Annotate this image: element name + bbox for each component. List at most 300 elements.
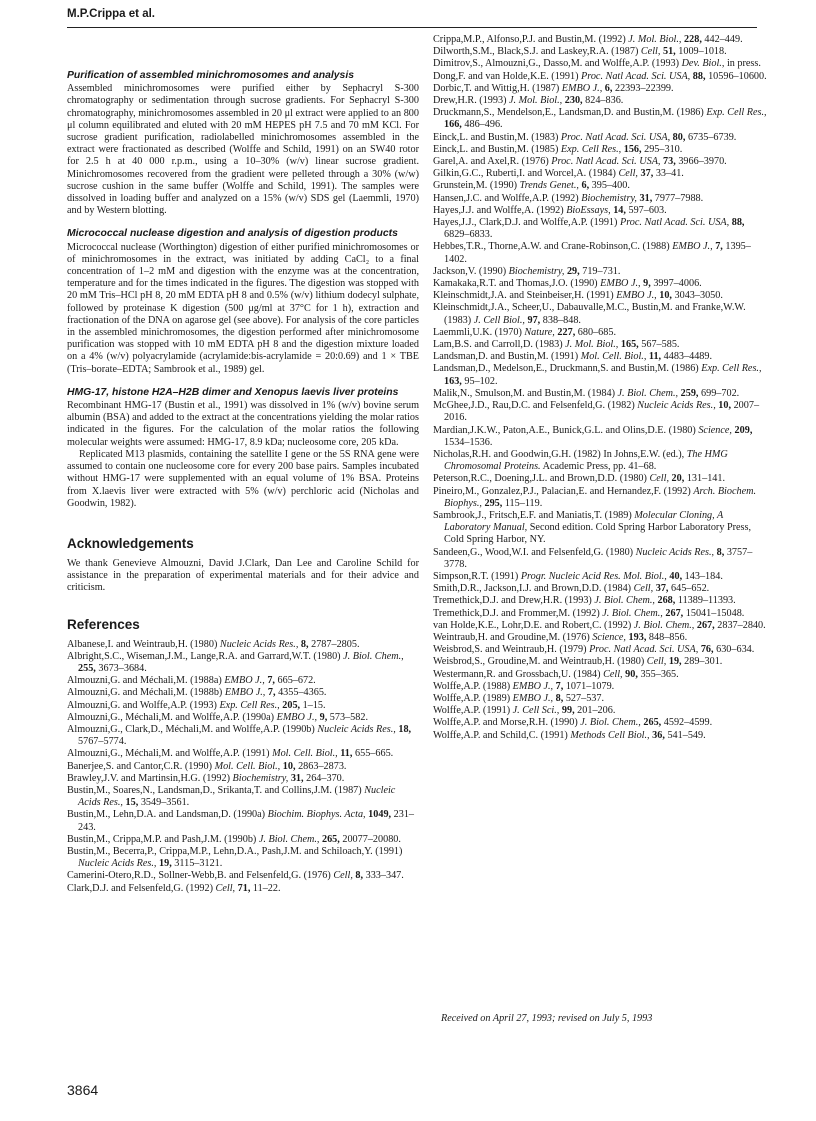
methods-section-1 xyxy=(67,70,419,217)
reference-journal: Nucleic Acids Res., xyxy=(219,638,299,650)
reference-volume: 18, xyxy=(398,723,412,735)
reference-authors: Kamakaka,R.T. and Thomas,J.O. (1990) xyxy=(433,278,598,290)
reference-entry xyxy=(433,730,767,742)
reference-entry xyxy=(433,241,767,265)
reference-authors: Wolffe,A.P. (1989) xyxy=(433,692,511,704)
reference-authors: Landsman,D. and Bustin,M. (1991) xyxy=(433,351,579,363)
reference-volume: 7, xyxy=(715,241,723,253)
reference-entry xyxy=(433,595,767,607)
reference-pages: 2837–2840. xyxy=(717,619,766,631)
reference-authors: Hayes,J.J., Clark,D.J. and Wolffe,A.P. (1991) xyxy=(433,217,618,229)
reference-entry xyxy=(67,724,419,748)
methods-paragraph: Assembled minichromosomes were purified either by Sephacryl S-300 chromatography or sedimentation through sucrose gradients. For Sephacryl S-300 chromatography, minichromosomes assembled in 20 μl extract were applied to an 800 μl column equilibrated and eluted with 20 mM HEPES pH 7.5 and 70 mM KCl. For sucrose gradient purification, radiolabelled minichromosomes assembled in the extract were fractionated as described (Wolffe and Schild, 1991) on an SW40 rotor for 2.5 h at 40 000 r.p.m., using a 10–30% (w/v) linear sucrose gradient. Minichromosomes recovered from the gradient were pelleted through a 30% (w/w) sucrose cushion in the same buffer (Wolffe and Schild, 1991). The samples were dissolved in loading buffer and analyzed on a 15% (w/v) SDS gel (Laemmli, 1970) and by Western blotting. xyxy=(67,83,419,217)
reference-entry xyxy=(433,290,767,302)
reference-journal: EMBO J., xyxy=(224,687,266,699)
reference-pages: 4483–4489. xyxy=(663,351,713,363)
reference-volume: 31, xyxy=(639,192,653,204)
reference-volume: 227, xyxy=(557,326,576,338)
reference-entry xyxy=(433,58,767,70)
reference-pages: 22393–22399. xyxy=(614,82,674,94)
header-rule xyxy=(67,27,757,28)
reference-entry xyxy=(433,71,767,83)
reference-authors: Bustin,M., Lehn,D.A. and Landsman,D. (1990a) xyxy=(67,809,266,821)
reference-authors: Jackson,V. (1990) xyxy=(433,265,507,277)
reference-entry xyxy=(433,339,767,351)
reference-volume: 1049, xyxy=(368,809,392,821)
reference-entry xyxy=(67,785,419,809)
reference-pages: 6829–6833. xyxy=(444,229,493,241)
reference-pages: 5767–5774. xyxy=(78,736,127,748)
reference-authors: Wolffe,A.P. (1988) xyxy=(433,680,511,692)
reference-pages: 11389–11393. xyxy=(677,595,736,607)
reference-volume: 10, xyxy=(718,400,732,412)
reference-entry xyxy=(433,644,767,656)
reference-journal: Cell, xyxy=(215,882,236,894)
reference-entry xyxy=(433,608,767,620)
acknowledgements-text: We thank Genevieve Almouzni, David J.Clark, Dan Lee and Caroline Schild for assistance in the preparation of experimental materials and for their advice and criticism. xyxy=(67,557,419,594)
reference-journal: Exp. Cell Res., xyxy=(560,143,622,155)
reference-entry xyxy=(433,168,767,180)
reference-entry xyxy=(433,34,767,46)
reference-journal: Cell, xyxy=(646,656,667,668)
reference-authors: Albright,S.C., Wiseman,J.M., Lange,R.A. and Garrard,W.T. (1980) xyxy=(67,650,341,662)
reference-authors: Simpson,R.T. (1991) xyxy=(433,570,519,582)
reference-volume: 88, xyxy=(692,70,706,82)
reference-journal: Biochemistry, xyxy=(581,192,637,204)
reference-authors: Almouzni,G., Clark,D., Méchali,M. and Wolffe,A.P. (1990b) xyxy=(67,723,315,735)
reference-pages: 4592–4599. xyxy=(663,717,713,729)
reference-authors: Bustin,M., Soares,N., Landsman,D., Srikanta,T. and Collins,J.M. (1987) xyxy=(67,784,362,796)
reference-authors: Dilworth,S.M., Black,S.J. and Laskey,R.A. (1987) xyxy=(433,46,639,58)
reference-journal: Progr. Nucleic Acid Res. Mol. Biol., xyxy=(520,570,667,582)
reference-pages: 11–22. xyxy=(252,882,281,894)
reference-journal: Science, xyxy=(592,631,626,643)
reference-pages: 597–603. xyxy=(628,204,667,216)
reference-entry xyxy=(433,449,767,473)
reference-entry xyxy=(67,761,419,773)
reference-journal: EMBO J., xyxy=(616,290,657,302)
reference-journal: J. Biol. Chem., xyxy=(633,619,695,631)
reference-pages: 1009–1018. xyxy=(678,46,727,58)
reference-authors: Westermann,R. and Grossbach,U. (1984) xyxy=(433,668,601,680)
reference-entry xyxy=(67,687,419,699)
reference-entry xyxy=(433,180,767,192)
reference-authors: Weisbrod,S. and Weintraub,H. (1979) xyxy=(433,644,587,656)
page-number: 3864 xyxy=(67,1082,99,1098)
reference-volume: 19, xyxy=(668,656,682,668)
reference-authors: Smith,D.R., Jackson,I.J. and Brown,D.D. (1984) xyxy=(433,583,632,595)
reference-entry xyxy=(433,193,767,205)
reference-authors: Kleinschmidt,J.A., Scheer,U., Dabauvalle,M.C., Bustin,M. and Franke,W.W. (1983) xyxy=(433,302,746,326)
reference-pages: 1395–1402. xyxy=(444,241,751,265)
reference-pages: 7977–7988. xyxy=(654,192,704,204)
reference-volume: 40, xyxy=(669,570,683,582)
reference-authors: Lam,B.S. and Carroll,D. (1983) xyxy=(433,339,563,351)
reference-entry xyxy=(433,327,767,339)
reference-volume: 51, xyxy=(662,46,676,58)
reference-authors: Almouzni,G., Méchali,M. and Wolffe,A.P. (1991) xyxy=(67,748,270,760)
reference-entry xyxy=(67,846,419,870)
reference-authors: Crippa,M.P., Alfonso,P.J. and Bustin,M. (1992) xyxy=(433,34,626,45)
reference-journal: EMBO J., xyxy=(276,711,318,723)
reference-pages: 231–243. xyxy=(78,809,414,833)
reference-authors: Hansen,J.C. and Wolffe,A.P. (1992) xyxy=(433,192,579,204)
reference-entry xyxy=(433,95,767,107)
reference-volume: 209, xyxy=(734,424,753,436)
reference-journal: Cell, xyxy=(649,473,669,485)
reference-authors: Wolffe,A.P. and Schild,C. (1991) xyxy=(433,729,568,741)
reference-volume: 9, xyxy=(643,278,651,290)
reference-volume: 295, xyxy=(484,497,503,509)
methods-paragraph: Recombinant HMG-17 (Bustin et al., 1991) was dissolved in 1% (w/v) bovine serum albumin (BSA) and added to the extract at the concentrations yielding the molar ratios indicated in the figures. For the calculation of the molar ratios the following molecular weights were assumed: HMG-17, 8.9 kDa; nucleosome core, 205 kDa. xyxy=(67,400,419,448)
reference-journal: Biochim. Biophys. Acta, xyxy=(267,809,366,821)
reference-journal: J. Mol. Biol., xyxy=(565,339,619,351)
methods-section-2 xyxy=(67,228,419,375)
reference-entry xyxy=(67,675,419,687)
reference-entry xyxy=(433,156,767,168)
reference-pages: 442–449. xyxy=(704,34,743,45)
reference-authors: Camerini-Otero,R.D., Sollner-Webb,B. and Felsenfeld,G. (1976) xyxy=(67,870,331,882)
reference-pages: 567–585. xyxy=(641,339,680,351)
reference-volume: 8, xyxy=(300,638,309,650)
reference-entry xyxy=(433,278,767,290)
reference-authors: Peterson,R.C., Doening,J.L. and Brown,D.D. (1980) xyxy=(433,473,647,485)
reference-entry xyxy=(67,748,419,760)
reference-pages: 131–141. xyxy=(686,473,726,485)
reference-volume: 6, xyxy=(604,82,613,94)
reference-journal: Mol. Cell. Biol., xyxy=(272,748,338,760)
reference-entry xyxy=(433,400,767,424)
reference-entry xyxy=(67,773,419,785)
reference-pages: 1071–1079. xyxy=(565,680,615,692)
reference-entry xyxy=(433,620,767,632)
reference-entry xyxy=(433,681,767,693)
reference-volume: 80, xyxy=(672,131,686,143)
reference-volume: 10, xyxy=(282,760,296,772)
reference-entry xyxy=(67,700,419,712)
reference-volume: 7, xyxy=(267,687,276,699)
reference-volume: 73, xyxy=(663,156,676,168)
reference-journal: Science, xyxy=(698,424,732,436)
reference-authors: Nicholas,R.H. and Goodwin,G.H. (1982) In Johns,E.W. (ed.), xyxy=(433,448,685,460)
reference-pages: 3115–3121. xyxy=(174,858,223,870)
reference-journal: EMBO J., xyxy=(512,692,554,704)
reference-journal: Cell, xyxy=(640,46,661,58)
reference-pages: 355–365. xyxy=(640,668,679,680)
reference-pages: 655–665. xyxy=(355,748,394,760)
reference-authors: Brawley,J.V. and Martinsin,H.G. (1992) xyxy=(67,772,230,784)
reference-journal: EMBO J., xyxy=(561,82,603,94)
reference-authors: Pineiro,M., Gonzalez,P.J., Palacian,E. and Hernandez,F. (1992) xyxy=(433,485,691,497)
reference-pages: 719–731. xyxy=(582,265,621,277)
reference-volume: 255, xyxy=(78,662,96,674)
reference-entry xyxy=(433,473,767,485)
reference-volume: 6, xyxy=(581,180,590,192)
reference-volume: 11, xyxy=(648,351,662,363)
reference-authors: Tremethick,D.J. and Frommer,M. (1992) xyxy=(433,607,600,619)
reference-authors: Tremethick,D.J. and Drew,H.R. (1993) xyxy=(433,595,592,607)
reference-entry xyxy=(433,717,767,729)
reference-volume: 228, xyxy=(684,34,702,45)
reference-journal: J. Biol. Chem., xyxy=(617,387,679,399)
reference-pages: 2007–2016. xyxy=(444,400,760,424)
reference-authors: Dimitrov,S., Almouzni,G., Dasso,M. and Wolffe,A.P. (1993) xyxy=(433,58,680,70)
reference-journal: Methods Cell Biol., xyxy=(570,729,650,741)
reference-authors: Hebbes,T.R., Thorne,A.W. and Crane-Robinson,C. (1988) xyxy=(433,241,670,253)
reference-authors: Gilkin,G.C., Ruberti,I. and Worcel,A. (1984) xyxy=(433,168,616,180)
reference-volume: 88, xyxy=(731,217,745,229)
references-heading: References xyxy=(67,616,140,632)
reference-pages: 3966–3970. xyxy=(678,156,727,168)
reference-entry xyxy=(433,266,767,278)
reference-journal: Nucleic Acids Res., xyxy=(635,546,715,558)
acknowledgements-heading: Acknowledgements xyxy=(67,535,194,551)
reference-entry xyxy=(433,486,767,510)
reference-pages: 289–301. xyxy=(684,656,723,668)
reference-entry xyxy=(433,510,767,547)
methods-section-3 xyxy=(67,387,419,510)
reference-volume: 11, xyxy=(340,748,353,760)
reference-authors: Dong,F. and van Holde,K.E. (1991) xyxy=(433,70,579,82)
reference-authors: Einck,L. and Bustin,M. (1983) xyxy=(433,131,559,143)
reference-pages: 395–400. xyxy=(591,180,630,192)
reference-volume: 193, xyxy=(628,631,647,643)
reference-authors: Landsman,D., Medelson,E., Druckmann,S. and Bustin,M. (1986) xyxy=(433,363,699,375)
reference-volume: 7, xyxy=(555,680,564,692)
reference-authors: Garel,A. and Axel,R. (1976) xyxy=(433,156,549,168)
reference-authors: Almouzni,G. and Wolffe,A.P. (1993) xyxy=(67,699,217,711)
reference-journal: Cell, xyxy=(633,583,654,595)
reference-journal: EMBO J., xyxy=(512,680,554,692)
reference-authors: Dorbic,T. and Wittig,H. (1987) xyxy=(433,82,560,94)
reference-entry xyxy=(433,571,767,583)
reference-volume: 165, xyxy=(620,339,639,351)
reference-pages: 20077–20080. xyxy=(342,833,401,845)
reference-journal: J. Biol. Chem., xyxy=(602,607,663,619)
reference-pages: 10596–10600. xyxy=(708,70,767,82)
reference-pages: 573–582. xyxy=(329,711,368,723)
reference-pages: 541–549. xyxy=(667,729,706,741)
reference-journal: Cell, xyxy=(618,168,638,180)
reference-volume: 36, xyxy=(652,729,665,741)
reference-volume: 76, xyxy=(700,644,714,656)
reference-pages: 1534–1536. xyxy=(444,436,493,448)
reference-entry xyxy=(433,83,767,95)
reference-pages: 33–41. xyxy=(655,168,684,180)
reference-journal: J. Cell Sci., xyxy=(512,705,560,717)
reference-pages: 665–672. xyxy=(277,675,316,687)
reference-journal: The HMG Chromosomal Proteins. xyxy=(444,448,728,473)
reference-volume: 8, xyxy=(555,692,564,704)
reference-entry xyxy=(433,363,767,387)
reference-pages: 527–537. xyxy=(565,692,605,704)
reference-journal: Molecular Cloning, A Laboratory Manual, xyxy=(444,509,724,534)
reference-journal: Arch. Biochem. Biophys., xyxy=(444,485,757,509)
reference-entry xyxy=(433,144,767,156)
reference-authors: Sandeen,G., Wood,W.I. and Felsenfeld,G. (1980) xyxy=(433,546,634,558)
reference-pages: 2863–2873. xyxy=(298,760,347,772)
reference-pages: 1–15. xyxy=(302,699,326,711)
reference-journal: Proc. Natl Acad. Sci. USA, xyxy=(619,217,730,229)
reference-journal: Exp. Cell Res., xyxy=(219,699,280,711)
reference-journal: Exp. Cell Res., xyxy=(706,107,767,119)
reference-authors: Hayes,J.J. and Wolffe,A. (1992) xyxy=(433,204,564,216)
references-list-left xyxy=(67,639,419,895)
reference-authors: Drew,H.R. (1993) xyxy=(433,95,507,107)
reference-journal: Mol. Cell. Biol., xyxy=(580,351,647,363)
reference-journal: Proc. Natl Acad. Sci. USA, xyxy=(560,131,671,143)
reference-pages: 95–102. xyxy=(464,375,498,387)
reference-entry xyxy=(433,46,767,58)
reference-authors: Almouzni,G. and Méchali,M. (1988a) xyxy=(67,675,222,687)
references-list-right xyxy=(433,34,767,742)
reference-volume: 15, xyxy=(125,797,139,809)
reference-journal: Nucleic Acids Res., xyxy=(78,858,157,870)
reference-entry xyxy=(433,351,767,363)
reference-pages: 115–119. xyxy=(504,497,543,509)
reference-entry xyxy=(67,834,419,846)
reference-pages: 2787–2805. xyxy=(311,638,360,650)
reference-entry xyxy=(433,632,767,644)
reference-journal: Dev. Biol., xyxy=(681,58,725,70)
reference-volume: 230, xyxy=(564,95,583,107)
reference-entry xyxy=(433,669,767,681)
running-head: M.P.Crippa et al. xyxy=(67,8,155,20)
reference-journal: Nucleic Acids Res., xyxy=(637,400,716,412)
reference-journal: Proc. Natl Acad. Sci. USA, xyxy=(581,70,691,82)
reference-authors: Kleinschmidt,J.A. and Steinbeiser,H. (1991) xyxy=(433,290,614,302)
reference-volume: 71, xyxy=(237,882,251,894)
received-date: Received on April 27, 1993; revised on July 5, 1993 xyxy=(441,1013,653,1024)
reference-volume: 267, xyxy=(696,619,715,631)
reference-pages: 295–310. xyxy=(644,143,683,155)
reference-volume: 265, xyxy=(643,717,662,729)
reference-volume: 267, xyxy=(665,607,684,619)
reference-authors: Bustin,M., Crippa,M.P. and Pash,J.M. (1990b) xyxy=(67,833,257,845)
reference-journal: BioEssays, xyxy=(566,204,611,216)
reference-authors: Laemmli,U.K. (1970) xyxy=(433,326,522,338)
reference-journal: Exp. Cell Res., xyxy=(701,363,762,375)
reference-journal: Mol. Cell. Biol., xyxy=(214,760,281,772)
reference-pages: 333–347. xyxy=(365,870,404,882)
reference-entry xyxy=(433,425,767,449)
reference-pages: 3997–4006. xyxy=(653,278,702,290)
reference-authors: Albanese,I. and Weintraub,H. (1980) xyxy=(67,638,218,650)
reference-journal: Cell, xyxy=(603,668,623,680)
reference-volume: 31, xyxy=(290,772,304,784)
reference-pages: 848–856. xyxy=(648,631,688,643)
reference-entry xyxy=(433,547,767,571)
reference-volume: 265, xyxy=(321,833,340,845)
reference-volume: 19, xyxy=(159,858,172,870)
reference-volume: 268, xyxy=(657,595,676,607)
reference-pages: in press. xyxy=(726,58,761,70)
reference-journal: J. Biol. Chem., xyxy=(594,595,655,607)
reference-pages: 264–370. xyxy=(306,772,345,784)
reference-entry xyxy=(67,883,419,895)
reference-entry xyxy=(433,107,767,131)
reference-volume: 97, xyxy=(527,314,541,326)
methods-subheading: Purification of assembled minichromosomes and analysis xyxy=(67,70,354,81)
methods-paragraph: Replicated M13 plasmids, containing the satellite I gene or the 5S RNA gene were assumed to contain one nucleosome core for every 200 base pairs. Samples incubated without HMG-17 were supplemented with an equal volume of 1% BSA. Proteins from X.laevis liver were extracted with 5% (w/v) perchloric acid (Nicholas and Goodwin, 1982). xyxy=(67,448,419,509)
reference-authors: Druckmann,S., Mendelson,E., Landsman,D. and Bustin,M. (1986) xyxy=(433,107,704,119)
reference-journal: EMBO J., xyxy=(600,278,641,290)
reference-authors: Weintraub,H. and Groudine,M. (1976) xyxy=(433,631,590,643)
reference-pages: 15041–15048. xyxy=(685,607,745,619)
reference-entry xyxy=(433,583,767,595)
reference-pages: Academic Press, pp. 41–68. xyxy=(542,461,657,473)
reference-pages: 824–836. xyxy=(585,95,624,107)
reference-volume: 8, xyxy=(716,546,725,558)
reference-volume: 7, xyxy=(267,675,275,687)
left-column xyxy=(67,70,419,895)
reference-entry xyxy=(433,705,767,717)
reference-volume: 9, xyxy=(319,711,328,723)
reference-authors: Mardian,J.K.W., Paton,A.E., Bunick,G.L. and Olins,D.E. (1980) xyxy=(433,424,696,436)
reference-pages: 3549–3561. xyxy=(140,797,190,809)
reference-entry xyxy=(433,302,767,326)
reference-journal: Nucleic Acids Res., xyxy=(78,784,396,809)
reference-entry xyxy=(67,809,419,833)
reference-volume: 205, xyxy=(282,699,301,711)
reference-pages: 3043–3050. xyxy=(674,290,723,302)
reference-authors: Banerjee,S. and Cantor,C.R. (1990) xyxy=(67,760,213,772)
reference-pages: 486–496. xyxy=(464,119,503,131)
reference-entry xyxy=(67,870,419,882)
reference-journal: Nature, xyxy=(524,326,555,338)
reference-pages: 630–634. xyxy=(716,644,755,656)
reference-pages: 4355–4365. xyxy=(278,687,327,699)
reference-pages: 3757–3778. xyxy=(444,546,753,570)
reference-pages: 699–702. xyxy=(701,387,740,399)
reference-authors: Wolffe,A.P. and Morse,R.H. (1990) xyxy=(433,717,578,729)
reference-authors: Wolffe,A.P. (1991) xyxy=(433,705,511,717)
reference-journal: J. Biol. Chem., xyxy=(258,833,320,845)
reference-authors: Almouzni,G., Méchali,M. and Wolffe,A.P. (1990a) xyxy=(67,711,275,723)
reference-volume: 8, xyxy=(355,870,364,882)
reference-pages: 838–848. xyxy=(542,314,581,326)
reference-journal: Proc. Natl Acad. Sci. USA, xyxy=(589,644,699,656)
reference-pages: 6735–6739. xyxy=(687,131,737,143)
reference-journal: Biochemistry, xyxy=(232,772,289,784)
reference-pages: Second edition. Cold Spring Harbor Laboratory Press, Cold Spring Harbor, NY. xyxy=(444,522,752,546)
reference-volume: 259, xyxy=(680,387,699,399)
reference-authors: Sambrook,J., Fritsch,E.F. and Maniatis,T. (1989) xyxy=(433,509,632,521)
reference-pages: 3673–3684. xyxy=(98,662,147,674)
reference-authors: Clark,D.J. and Felsenfeld,G. (1992) xyxy=(67,882,213,894)
reference-authors: Almouzni,G. and Méchali,M. (1988b) xyxy=(67,687,223,699)
methods-subheading: Micrococcal nuclease digestion and analysis of digestion products xyxy=(67,228,398,240)
reference-journal: J. Mol. Biol., xyxy=(628,34,682,45)
reference-volume: 166, xyxy=(444,119,462,131)
reference-journal: Trends Genet., xyxy=(519,180,579,192)
reference-volume: 10, xyxy=(659,290,672,302)
reference-volume: 20, xyxy=(671,473,685,485)
reference-journal: J. Cell Biol., xyxy=(473,314,525,326)
reference-entry xyxy=(433,693,767,705)
right-column xyxy=(433,34,767,742)
reference-authors: McGhee,J.D., Rau,D.C. and Felsenfeld,G. (1982) xyxy=(433,400,635,412)
reference-journal: EMBO J., xyxy=(224,675,265,687)
reference-journal: Proc. Natl Acad. Sci. USA, xyxy=(551,156,661,168)
reference-authors: van Holde,K.E., Lohr,D.E. and Robert,C. (1992) xyxy=(433,619,632,631)
reference-entry xyxy=(67,651,419,675)
reference-entry xyxy=(433,656,767,668)
reference-authors: Einck,L. and Bustin,M. (1985) xyxy=(433,143,559,155)
reference-entry xyxy=(433,217,767,241)
reference-authors: Malik,N., Smulson,M. and Bustin,M. (1984) xyxy=(433,387,615,399)
reference-pages: 201–206. xyxy=(577,705,616,717)
